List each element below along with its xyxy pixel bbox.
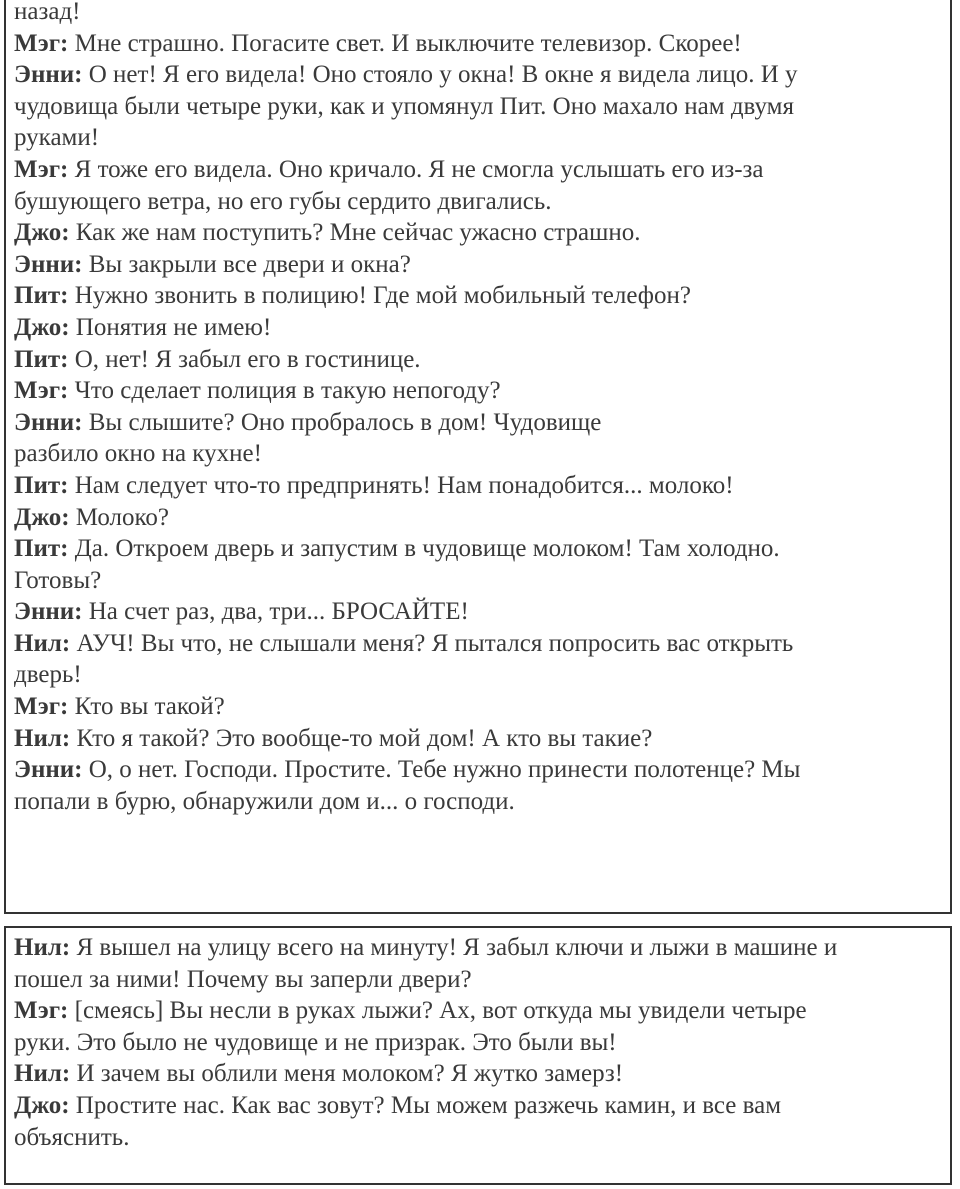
dialogue-line [14, 1027, 950, 1059]
line-text: О, нет! Я забыл его в гостинице. [68, 345, 421, 373]
dialogue-line [14, 723, 950, 755]
dialogue-line [14, 1090, 950, 1122]
speaker-name: Джо: [14, 219, 70, 247]
speaker-name: Мэг: [14, 155, 69, 183]
speaker-name: Мэг: [14, 693, 69, 721]
line-text: Нам следует что-то предпринять! Нам понадобится... молоко! [68, 471, 734, 499]
dialogue-line [14, 28, 950, 60]
line-text: пошел за ними! Почему вы заперли двери? [14, 965, 472, 993]
line-text: разбило окно на кухне! [14, 440, 262, 468]
dialogue-line [14, 407, 950, 439]
dialogue-line [14, 932, 950, 964]
dialogue-line [14, 0, 950, 28]
dialogue-line [14, 533, 950, 565]
speaker-name: Мэг: [14, 997, 69, 1025]
line-text: назад! [14, 0, 81, 25]
dialogue-line [14, 502, 950, 534]
dialogue-line [14, 628, 950, 660]
line-text: Я вышел на улицу всего на минуту! Я забыл ключи и лыжи в машине и [70, 934, 838, 961]
speaker-name: Мэг: [14, 29, 69, 57]
speaker-name: Джо: [14, 1091, 70, 1119]
speaker-name: Энни: [14, 756, 83, 784]
speaker-name: Пит: [14, 282, 69, 310]
line-text: чудовища были четыре руки, как и упомянул Пит. Оно махало нам двумя [14, 92, 794, 120]
line-text: Вы слышите? Оно пробралось в дом! Чудовище [82, 408, 602, 436]
line-text: бушующего ветра, но его губы сердито двигались. [14, 187, 552, 215]
speaker-name: Мэг: [14, 377, 69, 405]
dialogue-line [14, 217, 950, 249]
line-text: [смеясь] Вы несли в руках лыжи? Ах, вот откуда мы увидели четыре [68, 997, 807, 1025]
dialogue-line [14, 659, 950, 691]
line-text: руками! [14, 124, 100, 152]
line-text: АУЧ! Вы что, не слышали меня? Я пытался попросить вас открыть [70, 629, 794, 657]
line-text: руки. Это было не чудовище и не призрак. Это были вы! [14, 1028, 617, 1056]
line-text: Понятия не имею! [69, 313, 272, 341]
dialogue-line [14, 1058, 950, 1090]
line-text: И зачем вы облили меня молоком? Я жутко замерз! [70, 1060, 624, 1088]
line-text: Что сделает полиция в такую непогоду? [68, 377, 501, 405]
speaker-name: Нил: [14, 934, 71, 961]
dialogue-line [14, 249, 950, 281]
dialogue-line [14, 470, 950, 502]
line-text: дверь! [14, 661, 82, 689]
dialogue-line [14, 122, 950, 154]
line-text: О нет! Я его видела! Оно стояло у окна! В окне я видела лицо. И у [82, 61, 798, 89]
dialogue-line [14, 995, 950, 1027]
dialogue-box-2 [4, 926, 952, 1185]
speaker-name: Пит: [14, 471, 69, 499]
line-text: Я тоже его видела. Оно кричало. Я не смогла услышать его из-за [68, 155, 764, 183]
line-text: Нужно звонить в полицию! Где мой мобильный телефон? [68, 282, 691, 310]
dialogue-line [14, 1122, 950, 1154]
line-text: попали в бурю, обнаружили дом и... о господи. [14, 787, 515, 815]
speaker-name: Пит: [14, 535, 69, 563]
dialogue-box-1 [4, 0, 952, 914]
line-text: Да. Откроем дверь и запустим в чудовище молоком! Там холодно. [68, 535, 780, 563]
speaker-name: Пит: [14, 345, 69, 373]
speaker-name: Нил: [14, 629, 71, 657]
line-text: Мне страшно. Погасите свет. И выключите телевизор. Скорее! [68, 29, 742, 57]
line-text: На счет раз, два, три... БРОСАЙТЕ! [82, 598, 469, 626]
dialogue-line [14, 565, 950, 597]
dialogue-line [14, 186, 950, 218]
line-text: Кто я такой? Это вообще-то мой дом! А кто вы такие? [70, 724, 653, 752]
line-text: Простите нас. Как вас зовут? Мы можем разжечь камин, и все вам [69, 1091, 782, 1119]
dialogue-line [14, 280, 950, 312]
speaker-name: Энни: [14, 61, 83, 89]
line-text: Кто вы такой? [68, 693, 225, 721]
speaker-name: Энни: [14, 408, 83, 436]
speaker-name: Джо: [14, 313, 70, 341]
speaker-name: Джо: [14, 503, 70, 531]
speaker-name: Нил: [14, 724, 71, 752]
dialogue-line [14, 964, 950, 996]
dialogue-line [14, 91, 950, 123]
dialogue-line [14, 438, 950, 470]
line-text: Молоко? [69, 503, 170, 531]
speaker-name: Нил: [14, 1060, 71, 1088]
line-text: Вы закрыли все двери и окна? [82, 250, 411, 278]
line-text: Как же нам поступить? Мне сейчас ужасно страшно. [69, 219, 641, 247]
speaker-name: Энни: [14, 598, 83, 626]
dialogue-line [14, 312, 950, 344]
speaker-name: Энни: [14, 250, 83, 278]
dialogue-line [14, 786, 950, 818]
dialogue-line [14, 154, 950, 186]
dialogue-line [14, 344, 950, 376]
dialogue-line [14, 754, 950, 786]
dialogue-line [14, 691, 950, 723]
dialogue-line [14, 596, 950, 628]
line-text: О, о нет. Господи. Простите. Тебе нужно принести полотенце? Мы [82, 756, 801, 784]
dialogue-line [14, 375, 950, 407]
line-text: объяснить. [14, 1123, 130, 1151]
line-text: Готовы? [14, 566, 102, 594]
dialogue-line [14, 59, 950, 91]
